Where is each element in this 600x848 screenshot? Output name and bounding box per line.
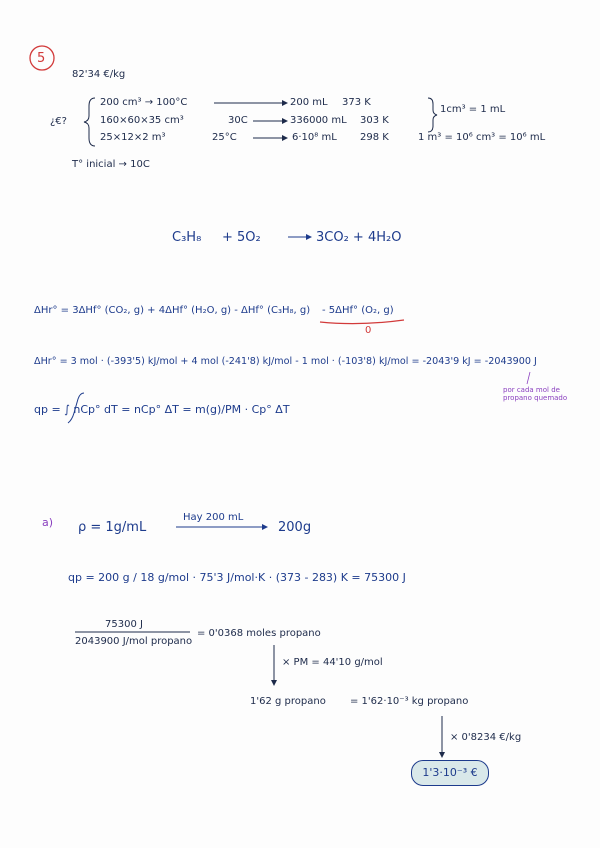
fraction-numerator: 75300 J: [105, 619, 143, 630]
per-mol-note: por cada mol de propano quemado: [503, 386, 568, 402]
oxygen-zero: 0: [365, 325, 372, 336]
conversion-m3: 1 m³ = 10⁶ cm³ = 10⁶ mL: [418, 132, 546, 143]
conversion-cm3: 1cm³ = 1 mL: [440, 104, 506, 115]
part-a-label: a): [42, 516, 54, 529]
row2-kelvin: 303 K: [360, 115, 389, 126]
reaction-propane: C₃H₈: [172, 230, 202, 245]
row2-ml: 336000 mL: [290, 115, 347, 126]
enthalpy-equation: ΔHr° = 3ΔHf° (CO₂, g) + 4ΔHf° (H₂O, g) - ΔHf° (C₃H₈, g): [34, 305, 311, 316]
row1-volume: 200 cm³ → 100°C: [100, 97, 188, 108]
row3-volume: 25×12×2 m³: [100, 132, 166, 143]
reaction-products: 3CO₂ + 4H₂O: [316, 230, 402, 245]
problem-number: 5: [37, 51, 46, 66]
heat-integral: qp = ∫ nCp° dT = nCp° ΔT = m(g)/PM · Cp° ΔT: [34, 403, 290, 416]
row1-ml: 200 mL: [290, 97, 328, 108]
row3-ml: 6·10⁸ mL: [292, 132, 337, 143]
initial-temperature: T° inicial → 10C: [72, 159, 150, 170]
reaction-oxygen: + 5O₂: [222, 230, 261, 245]
euro-factor: × 0'8234 €/kg: [450, 732, 522, 743]
density: ρ = 1g/mL: [78, 520, 147, 535]
grams-propane: 1'62 g propano: [250, 696, 326, 707]
price-per-kg: 82'34 €/kg: [72, 69, 126, 80]
row3-kelvin: 298 K: [360, 132, 389, 143]
fraction-denominator: 2043900 J/mol propano: [75, 636, 193, 647]
enthalpy-oxygen-term: - 5ΔHf° (O₂, g): [322, 305, 394, 316]
row1-kelvin: 373 K: [342, 97, 371, 108]
row2-temp: 30C: [228, 115, 248, 126]
molar-mass: × PM = 44'10 g/mol: [282, 657, 383, 668]
final-answer: 1'3·10⁻³ €: [411, 760, 489, 786]
question-euros: ¿€?: [50, 116, 67, 127]
row3-temp: 25°C: [212, 132, 237, 143]
enthalpy-numeric: ΔHr° = 3 mol · (-393'5) kJ/mol + 4 mol (-241'8) kJ/mol - 1 mol · (-103'8) kJ/mol = -2043'9 kJ = -2043900 J: [34, 356, 537, 367]
heat-calculation: qp = 200 g / 18 g/mol · 75'3 J/mol·K · (373 - 283) K = 75300 J: [68, 571, 406, 584]
kg-propane: = 1'62·10⁻³ kg propano: [350, 696, 469, 707]
moles-propane: = 0'0368 moles propano: [197, 628, 321, 639]
hay-200-ml: Hay 200 mL: [183, 512, 244, 523]
mass-result: 200g: [278, 520, 312, 535]
row2-volume: 160×60×35 cm³: [100, 115, 184, 126]
